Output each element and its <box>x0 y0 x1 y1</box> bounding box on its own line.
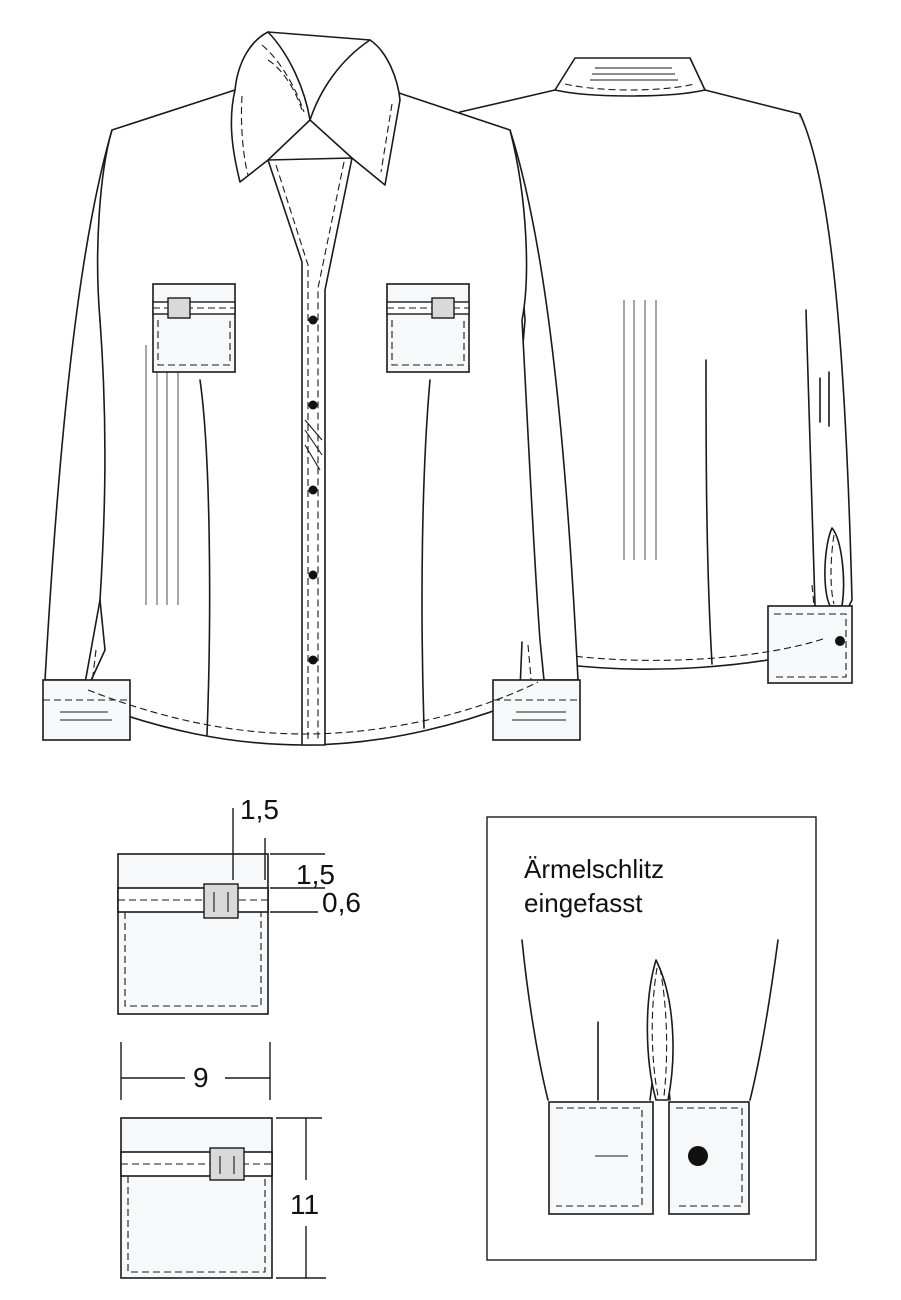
dimension-label-width: 9 <box>193 1062 209 1093</box>
pocket-detail-upper <box>118 808 325 1014</box>
dimension-label-1-5: 1,5 <box>296 859 335 890</box>
shirt-front-view <box>43 32 580 745</box>
detail-title-line-1: Ärmelschlitz <box>524 854 665 884</box>
dimension-label-1-5-top: 1,5 <box>240 794 279 825</box>
dimension-label-0-6: 0,6 <box>322 887 361 918</box>
pocket-detail-lower <box>121 1042 326 1278</box>
detail-title-line-2: eingefasst <box>524 888 643 918</box>
dimension-label-height: 11 <box>290 1189 320 1220</box>
